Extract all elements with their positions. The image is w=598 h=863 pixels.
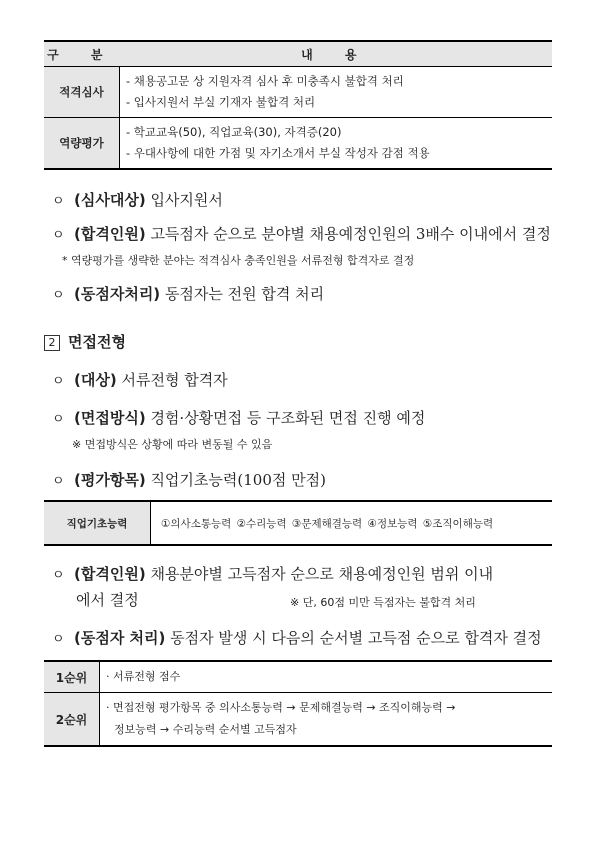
content-line: - 입사지원서 부실 기재자 불합격 처리 xyxy=(126,95,316,109)
bullet-text: 입사지원서 xyxy=(145,191,223,209)
bullet-text: 서류전형 합격자 xyxy=(116,371,228,389)
header-content: 내 용 xyxy=(120,41,553,67)
bullet-marker: ㅇ xyxy=(52,288,65,303)
bullet-keyword: (동점자처리) xyxy=(74,285,161,303)
content-line: 정보능력 → 수리능력 순서별 고득점자 xyxy=(114,723,297,736)
row-category: 직업기초능력 xyxy=(44,501,151,545)
bullet-target xyxy=(52,370,228,392)
bullet-keyword: (대상) xyxy=(74,371,117,389)
bullet-note: ※ 면접방식은 상황에 따라 변동될 수 있음 xyxy=(72,438,273,451)
row-content: ①의사소통능력 ②수리능력 ③문제해결능력 ④정보능력 ⑤조직이해능력 xyxy=(161,517,494,530)
content-line: · 면접전형 평가항목 중 의사소통능력 → 문제해결능력 → 조직이해능력 → xyxy=(106,701,456,714)
section-heading xyxy=(44,331,126,352)
bullet-keyword: (평가항목) xyxy=(74,471,146,489)
row-content xyxy=(100,661,553,693)
table-row xyxy=(44,118,552,170)
row-category: 역량평가 xyxy=(44,118,120,170)
row-content xyxy=(120,118,553,170)
bullet-interview-tie xyxy=(52,628,542,650)
table-row xyxy=(44,693,552,747)
row-rank: 2순위 xyxy=(44,693,100,747)
bullet-pass-count xyxy=(52,224,551,246)
content-line: - 우대사항에 대한 가점 및 자기소개서 부실 작성자 감점 적용 xyxy=(126,146,430,160)
header-category: 구 분 xyxy=(44,41,120,67)
bullet-text: 동점자 발생 시 다음의 순서별 고득점 순으로 합격자 결정 xyxy=(165,629,542,647)
row-rank: 1순위 xyxy=(44,661,100,693)
bullet-keyword: (합격인원) xyxy=(74,565,146,583)
content-line: - 채용공고문 상 지원자격 심사 후 미충족시 불합격 처리 xyxy=(126,74,404,88)
bullet-eval-items xyxy=(52,470,326,492)
row-content xyxy=(120,67,553,118)
row-content xyxy=(100,693,553,747)
bullet-keyword: (합격인원) xyxy=(74,225,146,243)
section-number: 2 xyxy=(44,335,60,351)
competency-table xyxy=(44,500,552,546)
tie-break-table xyxy=(44,660,552,747)
bullet-tie-handling xyxy=(52,284,324,306)
bullet-marker: ㅇ xyxy=(52,568,65,583)
content-line: · 서류전형 점수 xyxy=(106,670,181,683)
bullet-interview-method xyxy=(52,408,425,430)
bullet-marker: ㅇ xyxy=(52,194,65,209)
table-row xyxy=(44,501,552,545)
bullet-text: 직업기초능력(100점 만점) xyxy=(145,471,326,489)
bullet-text: 동점자는 전원 합격 처리 xyxy=(160,285,325,303)
row-category: 적격심사 xyxy=(44,67,120,118)
table-row xyxy=(44,661,552,693)
content-line: - 학교교육(50), 직업교육(30), 자격증(20) xyxy=(126,125,342,139)
bullet-text: 고득점자 순으로 분야별 채용예정인원의 3배수 이내에서 결정 xyxy=(145,225,551,243)
bullet-review-target xyxy=(52,190,223,212)
bullet-keyword: (면접방식) xyxy=(74,409,146,427)
bullet-text: 경험·상황면접 등 구조화된 면접 진행 예정 xyxy=(145,409,426,427)
bullet-note: ※ 단, 60점 미만 득점자는 불합격 처리 xyxy=(290,596,476,609)
bullet-marker: ㅇ xyxy=(52,228,65,243)
bullet-continuation: 에서 결정 xyxy=(76,591,139,609)
bullet-keyword: (동점자 처리) xyxy=(74,629,166,647)
bullet-marker: ㅇ xyxy=(52,474,65,489)
bullet-text: 채용분야별 고득점자 순으로 채용예정인원 범위 이내 xyxy=(145,565,494,583)
section-title: 면접전형 xyxy=(68,333,126,351)
bullet-interview-pass xyxy=(52,564,493,586)
bullet-marker: ㅇ xyxy=(52,412,65,427)
table-row xyxy=(44,67,552,118)
bullet-marker: ㅇ xyxy=(52,374,65,389)
bullet-note: * 역량평가를 생략한 분야는 적격심사 충족인원을 서류전형 합격자로 결정 xyxy=(62,254,415,267)
bullet-keyword: (심사대상) xyxy=(74,191,146,209)
bullet-marker: ㅇ xyxy=(52,632,65,647)
screening-table xyxy=(44,40,552,170)
